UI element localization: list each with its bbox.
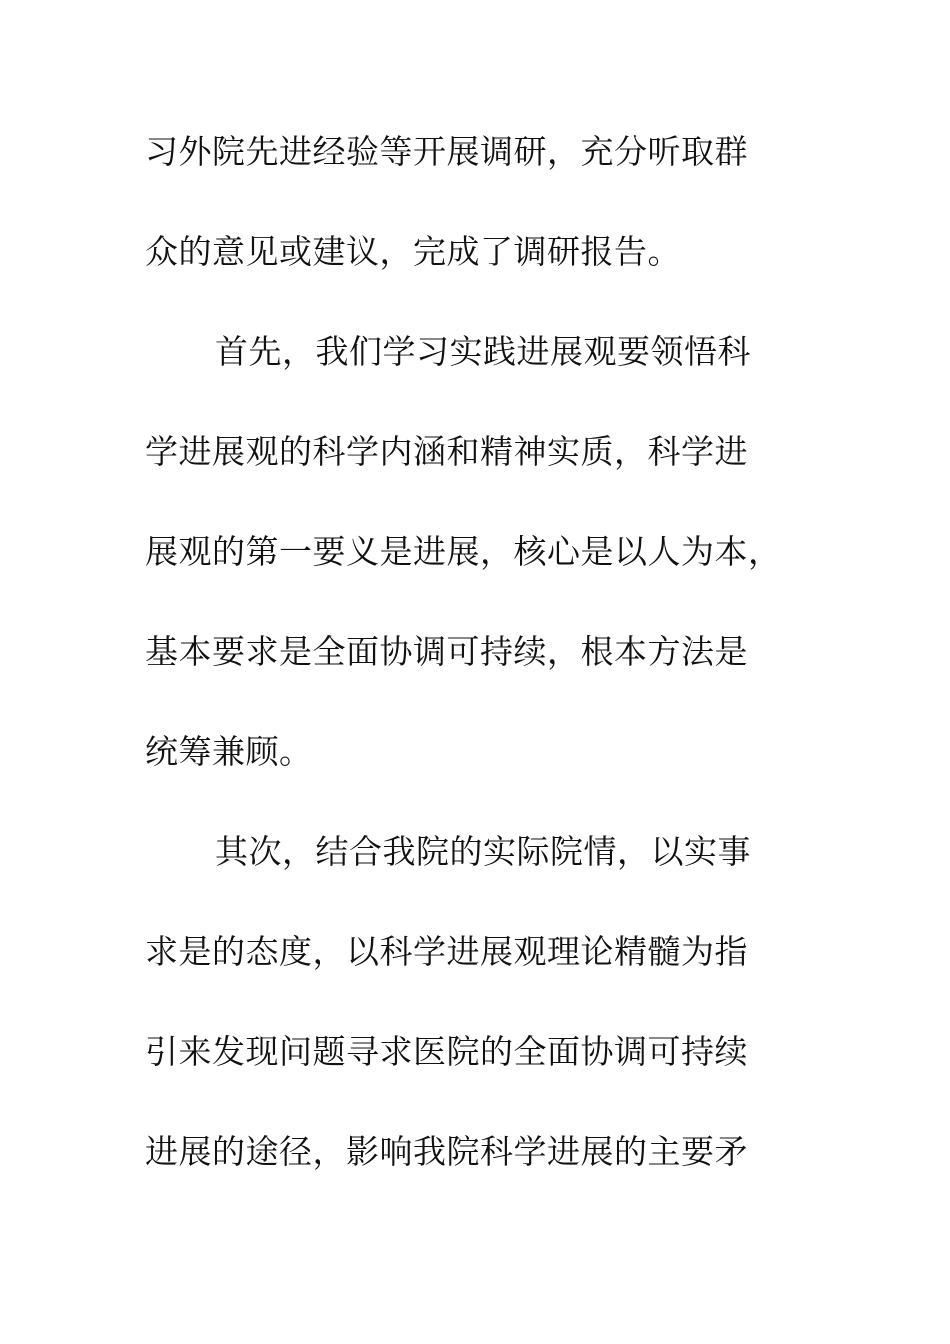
- text-line: 展观的第一要义是进展，核心是以人为本，: [145, 532, 782, 571]
- text-line: 基本要求是全面协调可持续，根本方法是: [145, 632, 748, 671]
- text-line: 统筹兼顾。: [145, 732, 313, 771]
- paragraph-first-line: 首先，我们学习实践进展观要领悟科: [215, 332, 751, 371]
- text-line: 引来发现问题寻求医院的全面协调可持续: [145, 1032, 748, 1071]
- text-line: 学进展观的科学内涵和精神实质，科学进: [145, 432, 748, 471]
- text-line: 求是的态度，以科学进展观理论精髓为指: [145, 932, 748, 971]
- text-line: 习外院先进经验等开展调研，充分听取群: [145, 132, 748, 171]
- text-line: 众的意见或建议，完成了调研报告。: [145, 232, 681, 271]
- paragraph-first-line: 其次，结合我院的实际院情，以实事: [215, 832, 751, 871]
- text-line: 进展的途径，影响我院科学进展的主要矛: [145, 1132, 748, 1171]
